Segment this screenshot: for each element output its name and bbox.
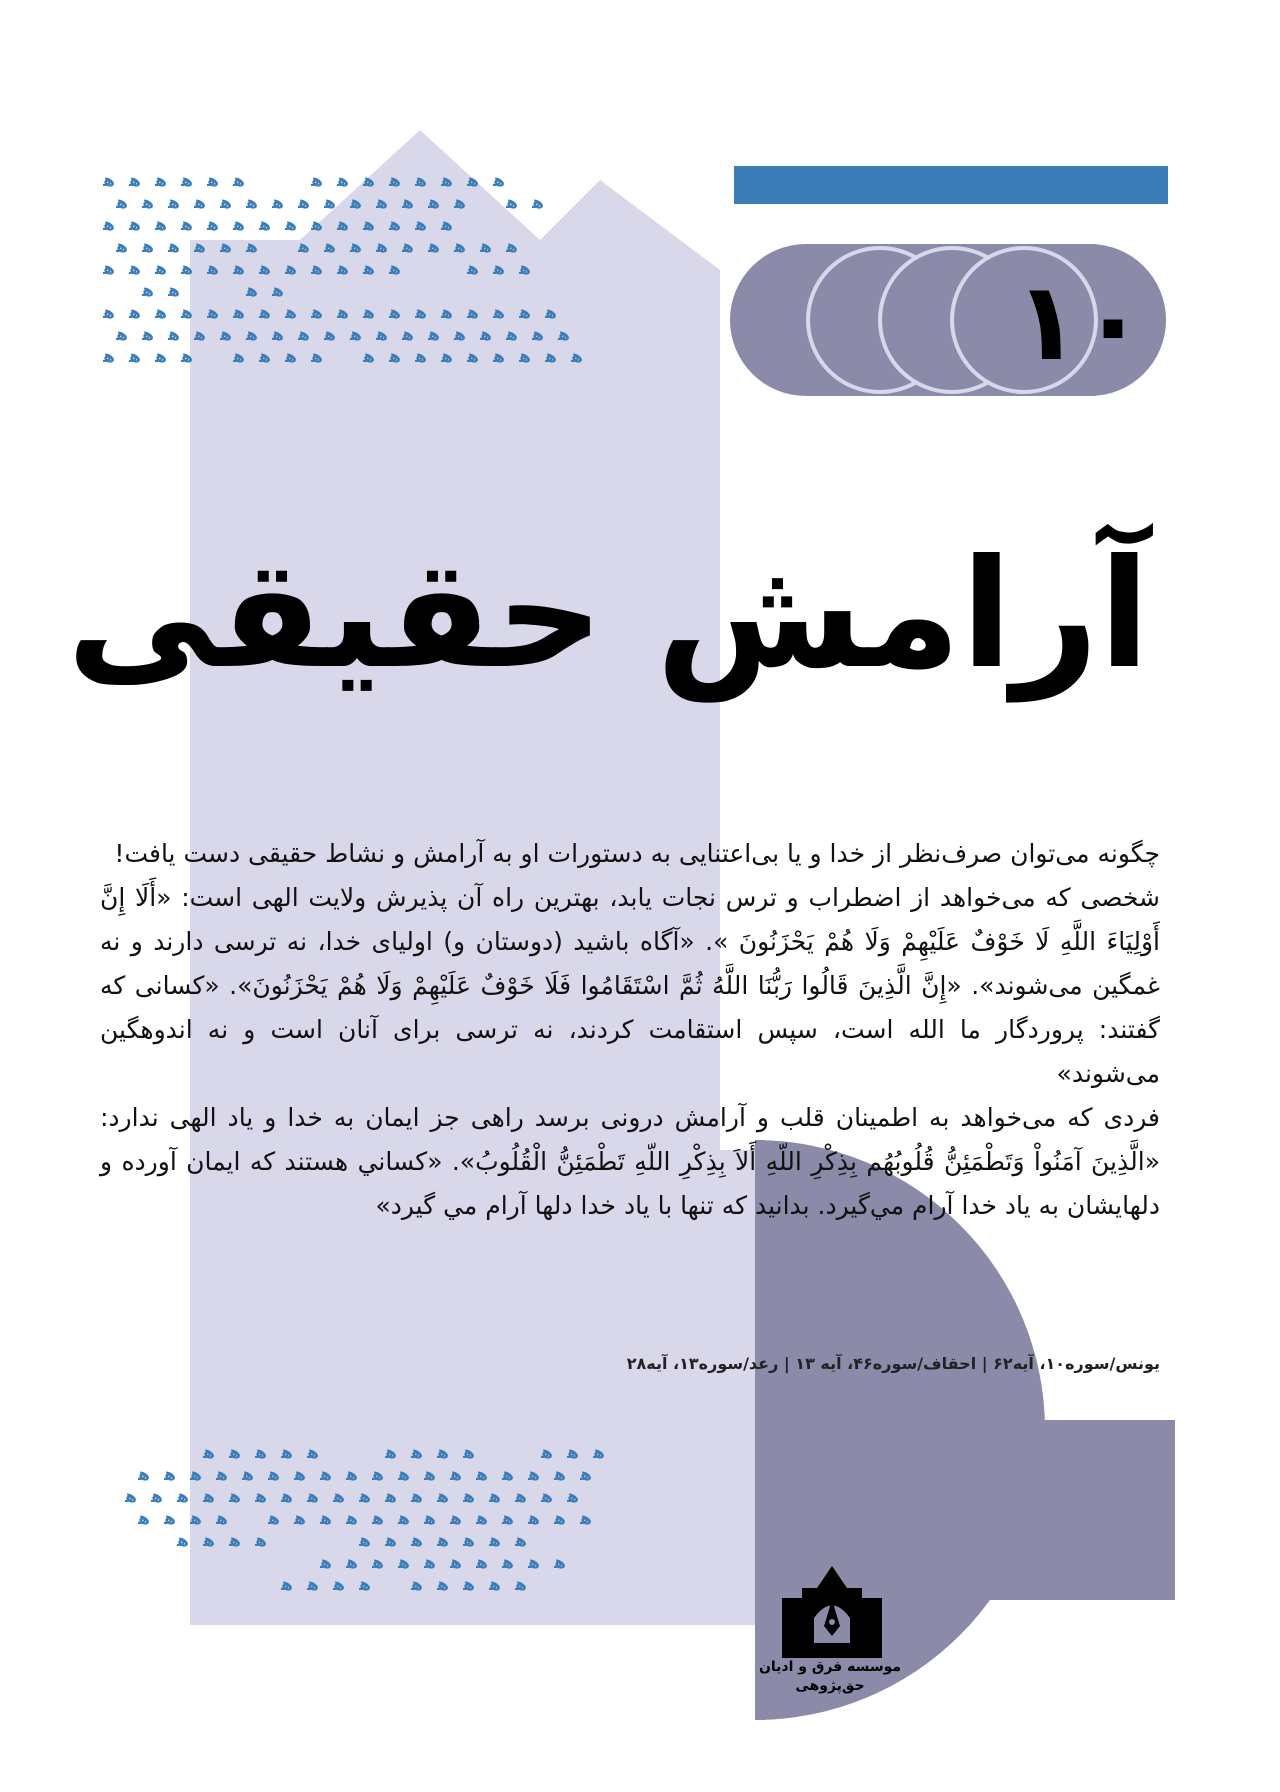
dot-glyph: ﻫ (467, 171, 479, 191)
dot-glyph: ﻫ (203, 1531, 215, 1551)
dot-glyph: ﻫ (476, 1465, 488, 1485)
dot-glyph: ﻫ (389, 215, 401, 235)
dot-glyph: ﻫ (493, 259, 505, 279)
dot-glyph: ﻫ (155, 259, 167, 279)
dot-glyph: ﻫ (229, 1487, 241, 1507)
dot-glyph: ﻫ (467, 347, 479, 367)
dot-glyph: ﻫ (372, 1465, 384, 1485)
dot-glyph: ﻫ (268, 1509, 280, 1529)
dot-glyph: ﻫ (519, 303, 531, 323)
dot-glyph: ﻫ (320, 1553, 332, 1573)
dot-glyph: ﻫ (259, 215, 271, 235)
dot-glyph: ﻫ (194, 237, 206, 257)
institute-name-line-1: موسسه فرق و ادیان (758, 1659, 902, 1675)
dot-glyph: ﻫ (294, 1465, 306, 1485)
dot-glyph: ﻫ (571, 347, 583, 367)
dot-glyph: ﻫ (415, 303, 427, 323)
dot-glyph: ﻫ (506, 237, 518, 257)
dot-glyph: ﻫ (506, 193, 518, 213)
dot-glyph: ﻫ (285, 259, 297, 279)
dot-glyph: ﻫ (428, 325, 440, 345)
dot-glyph: ﻫ (376, 193, 388, 213)
dot-glyph: ﻫ (233, 303, 245, 323)
dot-glyph: ﻫ (454, 325, 466, 345)
dot-glyph: ﻫ (220, 193, 232, 213)
dot-glyph: ﻫ (307, 1487, 319, 1507)
dot-glyph: ﻫ (298, 237, 310, 257)
dot-glyph: ﻫ (168, 281, 180, 301)
dot-glyph: ﻫ (320, 1465, 332, 1485)
page-title: آرامش حقیقی (66, 528, 1150, 702)
dot-glyph: ﻫ (372, 1553, 384, 1573)
dot-glyph: ﻫ (502, 1509, 514, 1529)
dot-glyph: ﻫ (246, 281, 258, 301)
dot-glyph: ﻫ (168, 237, 180, 257)
dot-glyph: ﻫ (155, 215, 167, 235)
dot-glyph: ﻫ (181, 303, 193, 323)
dot-glyph: ﻫ (580, 1465, 592, 1485)
dot-glyph: ﻫ (385, 1531, 397, 1551)
dot-glyph: ﻫ (103, 259, 115, 279)
dot-glyph: ﻫ (567, 1443, 579, 1463)
dot-glyph: ﻫ (437, 1443, 449, 1463)
dot-glyph: ﻫ (567, 1487, 579, 1507)
dot-glyph: ﻫ (441, 171, 453, 191)
dot-glyph: ﻫ (285, 347, 297, 367)
dot-glyph: ﻫ (428, 193, 440, 213)
dot-glyph: ﻫ (428, 237, 440, 257)
dot-glyph: ﻫ (350, 237, 362, 257)
dot-glyph: ﻫ (116, 325, 128, 345)
dot-glyph: ﻫ (441, 215, 453, 235)
dot-glyph: ﻫ (129, 171, 141, 191)
dot-glyph: ﻫ (337, 171, 349, 191)
dot-glyph: ﻫ (346, 1553, 358, 1573)
dot-glyph: ﻫ (437, 1531, 449, 1551)
dot-glyph: ﻫ (142, 193, 154, 213)
dot-glyph: ﻫ (229, 1531, 241, 1551)
dot-glyph: ﻫ (450, 1553, 462, 1573)
dot-glyph: ﻫ (207, 215, 219, 235)
dot-glyph: ﻫ (207, 171, 219, 191)
dot-glyph: ﻫ (493, 347, 505, 367)
dot-glyph: ﻫ (489, 1531, 501, 1551)
dot-glyph: ﻫ (246, 193, 258, 213)
issue-number: ۱۰ (1014, 260, 1146, 385)
body-paragraph-2: شخصی که می‌خواهد از اضطراب و ترس نجات یابد، بهترین راه آن پذیرش ولایت الهی است: «أَلَا إِنَّ أَوْلِيَاءَ اللَّهِ لَا خَوْفٌ عَلَيْهِمْ وَلَا هُمْ يَحْزَنُونَ ». «آگاه باشید (دوستان و) اولیای خدا، نه ترسی دارند و نه غمگین می‌شوند». «إِنَّ الَّذِينَ قَالُوا رَبُّنَا اللَّهُ ثُمَّ اسْتَقَامُوا فَلَا خَوْفٌ عَلَيْهِمْ وَلَا هُمْ يَحْزَنُونَ». «کسانی که گفتند: پروردگار ما الله است، سپس استقامت کردند، نه ترسی برای آنان است و نه اندوهگین می‌شوند» (100, 883, 1160, 1088)
dot-glyph: ﻫ (489, 1487, 501, 1507)
dot-glyph: ﻫ (437, 1487, 449, 1507)
dot-glyph: ﻫ (190, 1465, 202, 1485)
dot-glyph: ﻫ (155, 171, 167, 191)
dot-glyph: ﻫ (411, 1443, 423, 1463)
dot-glyph: ﻫ (168, 325, 180, 345)
dot-glyph: ﻫ (376, 325, 388, 345)
dot-glyph: ﻫ (424, 1465, 436, 1485)
dot-glyph: ﻫ (324, 237, 336, 257)
dot-glyph: ﻫ (259, 347, 271, 367)
dot-glyph: ﻫ (480, 237, 492, 257)
dot-glyph: ﻫ (259, 259, 271, 279)
dot-glyph: ﻫ (411, 1575, 423, 1595)
dot-glyph: ﻫ (402, 237, 414, 257)
dot-glyph: ﻫ (203, 1443, 215, 1463)
dot-glyph: ﻫ (532, 193, 544, 213)
dot-glyph: ﻫ (129, 347, 141, 367)
dot-glyph: ﻫ (437, 1575, 449, 1595)
dot-glyph: ﻫ (515, 1487, 527, 1507)
dot-glyph: ﻫ (554, 1509, 566, 1529)
dot-glyph: ﻫ (207, 259, 219, 279)
dot-glyph: ﻫ (528, 1553, 540, 1573)
dot-glyph: ﻫ (181, 171, 193, 191)
dot-glyph: ﻫ (194, 325, 206, 345)
blue-bar (734, 166, 1168, 204)
dot-glyph: ﻫ (337, 303, 349, 323)
dot-glyph: ﻫ (363, 259, 375, 279)
dot-glyph: ﻫ (545, 303, 557, 323)
dot-glyph: ﻫ (558, 325, 570, 345)
dot-glyph: ﻫ (177, 1487, 189, 1507)
dot-glyph: ﻫ (389, 171, 401, 191)
dot-glyph: ﻫ (467, 259, 479, 279)
dot-glyph: ﻫ (441, 347, 453, 367)
dot-glyph: ﻫ (385, 1487, 397, 1507)
dot-glyph: ﻫ (519, 259, 531, 279)
dot-glyph: ﻫ (272, 325, 284, 345)
dot-glyph: ﻫ (233, 347, 245, 367)
dot-glyph: ﻫ (545, 347, 557, 367)
dot-glyph: ﻫ (454, 237, 466, 257)
body-paragraph-3: فردی که می‌خواهد به اطمینان قلب و آرامش درونی برسد راهی جز ایمان به خدا و یاد الهی ندارد: «الَّذِينَ آمَنُواْ وَتَطْمَئِنُّ قُلُوبُهُم بِذِكْرِ اللّهِ أَلاَ بِذِكْرِ اللّهِ تَطْمَئِنُّ الْقُلُوبُ». «کساني هستند که ايمان آورده و دلهايشان به ياد خدا آرام مي‌گيرد. بدانيد که تنها با ياد خدا دلها آرام مي گيرد» (100, 1103, 1160, 1220)
dot-glyph: ﻫ (311, 259, 323, 279)
dot-glyph: ﻫ (424, 1553, 436, 1573)
dot-glyph: ﻫ (363, 303, 375, 323)
dot-glyph: ﻫ (398, 1465, 410, 1485)
dot-glyph: ﻫ (281, 1443, 293, 1463)
dot-glyph: ﻫ (216, 1509, 228, 1529)
dot-glyph: ﻫ (233, 215, 245, 235)
dot-glyph: ﻫ (515, 1531, 527, 1551)
dot-glyph: ﻫ (389, 347, 401, 367)
dot-glyph: ﻫ (506, 325, 518, 345)
dot-glyph: ﻫ (272, 193, 284, 213)
dot-glyph: ﻫ (389, 303, 401, 323)
dot-glyph: ﻫ (493, 303, 505, 323)
dot-glyph: ﻫ (467, 303, 479, 323)
dot-glyph: ﻫ (294, 1509, 306, 1529)
dot-glyph: ﻫ (129, 259, 141, 279)
institute-name-line-2: حق‌پژوهی (795, 1678, 865, 1694)
dot-glyph: ﻫ (476, 1553, 488, 1573)
body-text (100, 832, 1160, 1228)
dot-glyph: ﻫ (389, 259, 401, 279)
dot-glyph: ﻫ (424, 1509, 436, 1529)
dot-glyph: ﻫ (450, 1465, 462, 1485)
dot-glyph: ﻫ (385, 1443, 397, 1463)
dot-glyph: ﻫ (580, 1509, 592, 1529)
dot-glyph: ﻫ (125, 1487, 137, 1507)
dot-glyph: ﻫ (142, 281, 154, 301)
dot-glyph: ﻫ (246, 325, 258, 345)
dot-glyph: ﻫ (255, 1443, 267, 1463)
dot-glyph: ﻫ (554, 1553, 566, 1573)
dot-glyph: ﻫ (376, 237, 388, 257)
dot-glyph: ﻫ (411, 1487, 423, 1507)
dot-glyph: ﻫ (155, 347, 167, 367)
dot-glyph: ﻫ (216, 1465, 228, 1485)
dot-glyph: ﻫ (324, 325, 336, 345)
dot-glyph: ﻫ (285, 303, 297, 323)
dot-glyph: ﻫ (142, 237, 154, 257)
dot-glyph: ﻫ (298, 193, 310, 213)
dot-glyph: ﻫ (363, 171, 375, 191)
dot-glyph: ﻫ (402, 325, 414, 345)
dot-glyph: ﻫ (298, 325, 310, 345)
dot-glyph: ﻫ (359, 1487, 371, 1507)
dot-glyph: ﻫ (398, 1553, 410, 1573)
dot-glyph: ﻫ (116, 237, 128, 257)
dot-glyph: ﻫ (411, 1531, 423, 1551)
institute-name (740, 1658, 920, 1696)
dot-glyph: ﻫ (463, 1531, 475, 1551)
dot-glyph: ﻫ (528, 1509, 540, 1529)
dot-glyph: ﻫ (164, 1509, 176, 1529)
dot-glyph: ﻫ (346, 1509, 358, 1529)
dot-glyph: ﻫ (285, 215, 297, 235)
dot-glyph: ﻫ (480, 325, 492, 345)
dot-glyph: ﻫ (350, 193, 362, 213)
dot-glyph: ﻫ (164, 1465, 176, 1485)
dot-glyph: ﻫ (233, 171, 245, 191)
dot-glyph: ﻫ (129, 303, 141, 323)
dot-glyph: ﻫ (333, 1575, 345, 1595)
dot-glyph: ﻫ (181, 215, 193, 235)
dot-glyph: ﻫ (311, 215, 323, 235)
dot-glyph: ﻫ (502, 1553, 514, 1573)
dot-glyph: ﻫ (528, 1465, 540, 1485)
dot-glyph: ﻫ (129, 215, 141, 235)
dot-glyph: ﻫ (281, 1487, 293, 1507)
dot-glyph: ﻫ (138, 1465, 150, 1485)
dot-glyph: ﻫ (320, 1509, 332, 1529)
verse-references: یونس/سوره۱۰، آیه۶۲ | احقاف/سوره۴۶، آیه ۱۳ | رعد/سوره۱۳، آیه۲۸ (626, 1354, 1160, 1373)
dot-glyph: ﻫ (450, 1509, 462, 1529)
dot-glyph: ﻫ (541, 1443, 553, 1463)
dot-glyph: ﻫ (181, 259, 193, 279)
dot-glyph: ﻫ (415, 171, 427, 191)
dot-glyph: ﻫ (493, 171, 505, 191)
dot-glyph: ﻫ (168, 193, 180, 213)
dot-glyph: ﻫ (233, 259, 245, 279)
dot-glyph: ﻫ (194, 193, 206, 213)
dot-glyph: ﻫ (220, 325, 232, 345)
dot-glyph: ﻫ (203, 1487, 215, 1507)
dot-glyph: ﻫ (177, 1531, 189, 1551)
dot-glyph: ﻫ (272, 281, 284, 301)
dot-glyph: ﻫ (103, 171, 115, 191)
dot-glyph: ﻫ (402, 193, 414, 213)
dot-glyph: ﻫ (415, 215, 427, 235)
dot-glyph: ﻫ (138, 1509, 150, 1529)
dot-glyph: ﻫ (519, 347, 531, 367)
dot-glyph: ﻫ (346, 1465, 358, 1485)
dot-glyph: ﻫ (463, 1487, 475, 1507)
dot-glyph: ﻫ (532, 325, 544, 345)
dot-glyph: ﻫ (242, 1465, 254, 1485)
dot-glyph: ﻫ (372, 1509, 384, 1529)
dot-glyph: ﻫ (441, 303, 453, 323)
dot-glyph: ﻫ (324, 193, 336, 213)
dot-glyph: ﻫ (415, 347, 427, 367)
dot-glyph: ﻫ (463, 1575, 475, 1595)
body-paragraph-1: چگونه می‌توان صرف‌نظر از خدا و یا بی‌اعتنایی به دستورات او به آرامش و نشاط حقیقی دست یافت! (114, 839, 1160, 868)
dot-glyph: ﻫ (515, 1575, 527, 1595)
dot-glyph: ﻫ (311, 171, 323, 191)
dot-glyph: ﻫ (307, 1575, 319, 1595)
dot-glyph: ﻫ (541, 1487, 553, 1507)
dot-glyph: ﻫ (337, 259, 349, 279)
dot-glyph: ﻫ (103, 303, 115, 323)
dot-glyph: ﻫ (190, 1509, 202, 1529)
dot-glyph: ﻫ (454, 193, 466, 213)
dot-glyph: ﻫ (255, 1531, 267, 1551)
dot-glyph: ﻫ (255, 1487, 267, 1507)
dot-glyph: ﻫ (207, 303, 219, 323)
dot-glyph: ﻫ (246, 237, 258, 257)
dot-glyph: ﻫ (398, 1509, 410, 1529)
dot-glyph: ﻫ (268, 1465, 280, 1485)
dot-glyph: ﻫ (155, 303, 167, 323)
dot-glyph: ﻫ (229, 1443, 241, 1463)
dot-glyph: ﻫ (311, 347, 323, 367)
dot-glyph: ﻫ (151, 1487, 163, 1507)
dot-glyph: ﻫ (181, 347, 193, 367)
dot-glyph: ﻫ (463, 1443, 475, 1463)
dot-glyph: ﻫ (363, 347, 375, 367)
dot-glyph: ﻫ (337, 215, 349, 235)
dot-glyph: ﻫ (554, 1465, 566, 1485)
dot-glyph: ﻫ (350, 325, 362, 345)
dot-glyph: ﻫ (103, 215, 115, 235)
dot-glyph: ﻫ (359, 1531, 371, 1551)
dot-glyph: ﻫ (307, 1443, 319, 1463)
dot-glyph: ﻫ (281, 1575, 293, 1595)
dot-glyph: ﻫ (502, 1465, 514, 1485)
dot-glyph: ﻫ (259, 303, 271, 323)
dot-glyph: ﻫ (220, 237, 232, 257)
dot-glyph: ﻫ (311, 303, 323, 323)
dot-glyph: ﻫ (489, 1575, 501, 1595)
dot-glyph: ﻫ (359, 1575, 371, 1595)
dot-glyph: ﻫ (363, 215, 375, 235)
dot-glyph: ﻫ (333, 1487, 345, 1507)
dot-glyph: ﻫ (142, 325, 154, 345)
dot-glyph: ﻫ (103, 347, 115, 367)
dot-glyph: ﻫ (476, 1509, 488, 1529)
dot-glyph: ﻫ (116, 193, 128, 213)
dot-glyph: ﻫ (593, 1443, 605, 1463)
